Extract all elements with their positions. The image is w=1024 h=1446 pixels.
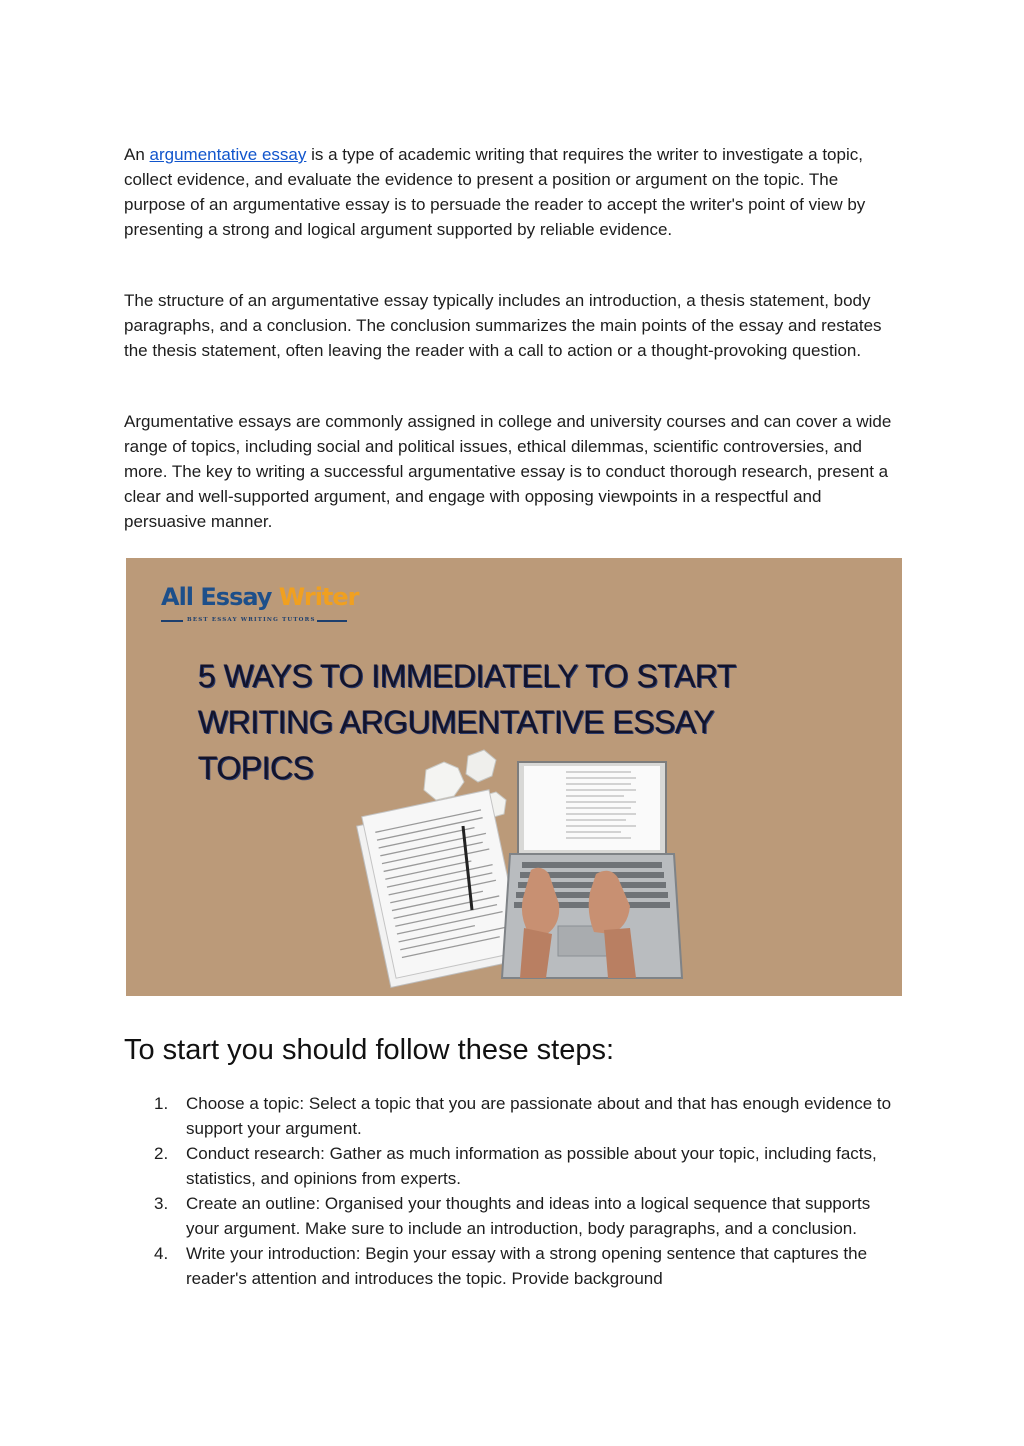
banner-title-line-3: TOPICS — [198, 750, 314, 786]
list-item — [124, 1191, 904, 1241]
list-item-number: 2. — [154, 1144, 169, 1163]
intro-paragraph-1 — [124, 142, 904, 242]
list-item — [124, 1241, 904, 1291]
logo-text-writer: Writer — [271, 583, 359, 611]
list-item-number: 4. — [154, 1244, 169, 1263]
list-item — [124, 1091, 904, 1141]
logo-rule — [161, 617, 347, 625]
intro-paragraph-3: Argumentative essays are commonly assigned in college and university courses and can cover a wide range of topics, including social and political issues, ethical dilemmas, scientific controversies, and more. The key to writing a successful argumentative essay is to conduct thorough research, present a clear and well-supported argument, and engage with opposing viewpoints in a respectful and persuasive manner. — [124, 412, 892, 531]
intro-paragraph-2: The structure of an argumentative essay typically includes an introduction, a thesis statement, body paragraphs, and a conclusion. The conclusion summarizes the main points of the essay and restates the thesis statement, often leaving the reader with a call to action or a thought-provoking question. — [124, 291, 882, 360]
banner-title — [198, 653, 838, 791]
list-item — [124, 1141, 904, 1191]
intro-paragraph-1-text: is a type of academic writing that requires the writer to investigate a topic, collect evidence, and evaluate the evidence to present a position or argument on the topic. The purpose of an argumentative essay is to persuade the reader to accept the writer's point of view by presenting a strong and logical argument supported by reliable evidence. — [124, 145, 866, 239]
banner-title-line-1: 5 WAYS TO IMMEDIATELY TO START — [198, 658, 737, 694]
banner-title-line-2: WRITING ARGUMENTATIVE ESSAY — [198, 704, 715, 740]
steps-list — [124, 1091, 904, 1291]
list-item-text: Conduct research: Gather as much information as possible about your topic, including facts, statistics, and opinions from experts. — [186, 1144, 877, 1188]
logo-text-all-essay: All Essay — [161, 583, 272, 611]
logo-tagline: BEST ESSAY WRITING TUTORS — [187, 617, 316, 623]
all-essay-writer-logo — [161, 583, 359, 623]
intro-prefix: An — [124, 145, 150, 164]
logo-wordmark — [161, 583, 359, 611]
argumentative-essay-link[interactable]: argumentative essay — [149, 145, 307, 164]
list-item-text: Write your introduction: Begin your essay with a strong opening sentence that captures the reader's attention and introduces the topic. Provide background — [186, 1244, 868, 1288]
steps-heading: To start you should follow these steps: — [124, 1034, 615, 1066]
list-item-number: 3. — [154, 1194, 169, 1213]
banner-image — [126, 558, 902, 996]
list-item-number: 1. — [154, 1094, 169, 1113]
list-item-text: Choose a topic: Select a topic that you are passionate about and that has enough evidence to support your argument. — [186, 1094, 892, 1138]
list-item-text: Create an outline: Organised your thoughts and ideas into a logical sequence that supports your argument. Make sure to include an introduction, body paragraphs, and a conclusion. — [186, 1194, 871, 1238]
